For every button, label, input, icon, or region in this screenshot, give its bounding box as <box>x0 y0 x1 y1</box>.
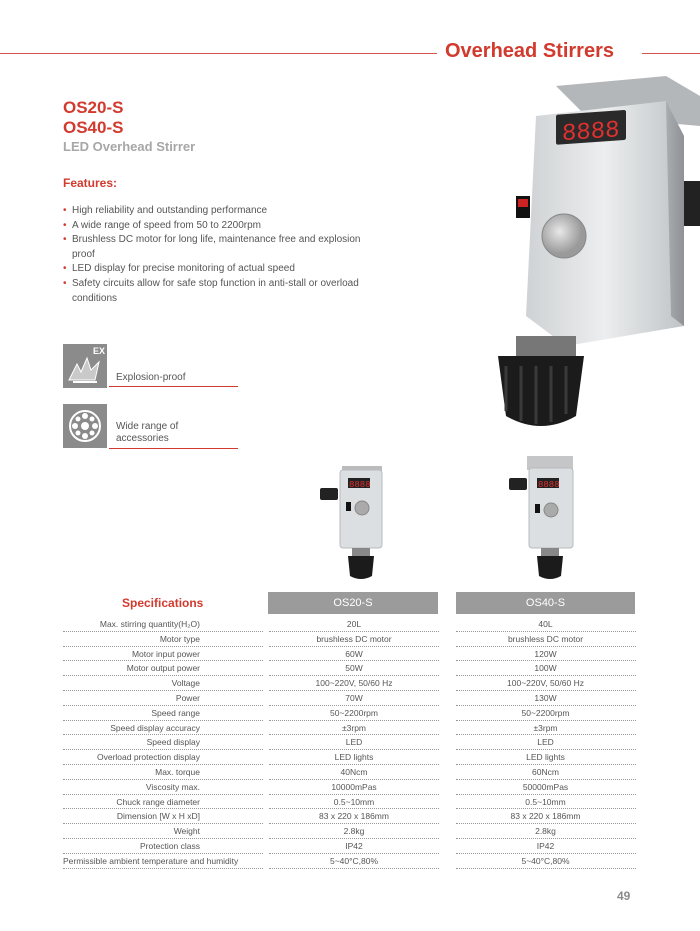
spec-value-os40: 130W <box>534 693 557 703</box>
spec-value-os40: 120W <box>534 648 557 659</box>
spec-row <box>63 765 636 780</box>
spec-row <box>63 824 636 839</box>
spec-row <box>63 691 636 706</box>
spec-row <box>63 809 636 824</box>
stirrer-large-image <box>466 76 700 436</box>
spec-value-os20: ±3rpm <box>341 722 367 733</box>
os20-display-digits: 8888 <box>349 480 371 490</box>
stirrer-os40-image <box>507 456 577 582</box>
spec-row <box>63 617 636 632</box>
explosion-proof-label: Explosion-proof <box>116 372 186 383</box>
accessories-icon <box>63 404 107 448</box>
spec-value-os20: 50W <box>345 663 363 674</box>
row-divider <box>269 868 439 869</box>
spec-value-os40: LED <box>537 737 554 748</box>
spec-label: Motor output power <box>126 663 200 674</box>
spec-value-os20: 100~220V, 50/60 Hz <box>315 678 393 689</box>
spec-label: Voltage <box>171 678 200 689</box>
spec-value-os40: 100~220V, 50/60 Hz <box>507 678 584 689</box>
spec-row <box>63 839 636 854</box>
spec-value-os40: 83 x 220 x 186mm <box>510 811 581 822</box>
column-header-os40: OS40-S <box>456 592 635 614</box>
spec-label: Weight <box>173 826 200 837</box>
spec-row <box>63 750 636 765</box>
stirrer-os20-image <box>318 462 388 582</box>
spec-row <box>63 632 636 647</box>
spec-value-os20: 50~2200rpm <box>330 707 378 718</box>
row-divider <box>63 868 263 869</box>
spec-label: Overload protection display <box>96 752 200 763</box>
spec-value-os20: 40Ncm <box>340 767 368 777</box>
specifications-heading: Specifications <box>122 596 204 610</box>
spec-value-os40: 40L <box>538 619 553 629</box>
spec-value-os40: brushless DC motor <box>507 633 584 644</box>
model-name-os20: OS20-S <box>63 98 124 117</box>
spec-value-os40: IP42 <box>536 841 555 851</box>
product-subtitle: LED Overhead Stirrer <box>63 139 196 154</box>
feature-item: • LED display for precise monitoring of actual speed <box>63 262 363 277</box>
spec-value-os40: 100W <box>534 663 557 674</box>
spec-label: Motor input power <box>131 648 200 659</box>
spec-row <box>63 795 636 810</box>
header-rule-right <box>642 53 700 54</box>
header-rule-left <box>0 53 437 54</box>
spec-label: Max. torque <box>155 767 200 777</box>
spec-row <box>63 780 636 795</box>
spec-row <box>63 854 636 869</box>
model-name-os40: OS40-S <box>63 118 124 137</box>
large-display-digits: 8888 <box>562 117 620 149</box>
spec-value-os20: brushless DC motor <box>316 633 392 644</box>
spec-row <box>63 661 636 676</box>
spec-value-os40: 50000mPas <box>522 781 569 792</box>
feature-item: • A wide range of speed from 50 to 2200rpm <box>63 219 363 234</box>
spec-label: Motor type <box>159 633 200 644</box>
spec-value-os40: 50~2200rpm <box>521 707 570 718</box>
spec-row <box>63 647 636 662</box>
spec-label: Power <box>175 693 200 703</box>
spec-value-os40: 0.5~10mm <box>525 796 566 807</box>
features-list <box>63 204 363 306</box>
spec-value-os20: 83 x 220 x 186mm <box>319 811 389 822</box>
feature-item: • Brushless DC motor for long life, maintenance free and explosion proof <box>63 233 363 262</box>
spec-label: Permissible ambient temperature and humidity <box>63 855 239 866</box>
spec-value-os20: 20L <box>346 619 362 629</box>
accessories-label: Wide range of accessories <box>116 421 179 444</box>
spec-row <box>63 721 636 736</box>
spec-value-os20: 2.8kg <box>343 826 365 837</box>
spec-row <box>63 706 636 721</box>
spec-value-os40: LED lights <box>526 752 565 763</box>
spec-value-os20: LED lights <box>334 752 374 763</box>
column-header-os20: OS20-S <box>268 592 438 614</box>
spec-label: Speed range <box>151 707 200 718</box>
spec-label: Speed display accuracy <box>110 722 200 733</box>
os40-display-digits: 8888 <box>538 480 560 490</box>
features-heading: Features: <box>63 176 118 190</box>
spec-label: Chuck range diameter <box>116 796 200 807</box>
spec-value-os40: 2.8kg <box>535 826 556 837</box>
spec-value-os20: 5~40°C,80% <box>329 855 379 866</box>
spec-label: Viscosity max. <box>145 781 200 792</box>
spec-row <box>63 676 636 691</box>
spec-row <box>63 735 636 750</box>
spec-value-os40: ±3rpm <box>533 722 558 733</box>
feature-item: • Safety circuits allow for safe stop function in anti-stall or overload conditions <box>63 277 363 306</box>
explosion-proof-underline <box>109 386 238 387</box>
spec-label: Dimension [W x H xD] <box>116 811 200 822</box>
page-number: 49 <box>617 889 631 903</box>
spec-value-os20: LED <box>345 737 363 748</box>
spec-label: Speed display <box>146 737 200 748</box>
feature-item: • High reliability and outstanding performance <box>63 204 363 219</box>
spec-value-os20: 60W <box>345 648 363 659</box>
spec-value-os20: 10000mPas <box>331 781 377 792</box>
ex-badge-text: EX <box>93 346 106 356</box>
spec-label: Max. stirring quantity(H₂O) <box>99 619 200 629</box>
accessories-underline <box>109 448 238 449</box>
spec-value-os40: 60Ncm <box>532 767 559 777</box>
page-title: Overhead Stirrers <box>445 40 614 62</box>
spec-value-os20: 70W <box>345 693 363 703</box>
spec-value-os20: IP42 <box>345 841 363 851</box>
spec-value-os20: 0.5~10mm <box>333 796 375 807</box>
explosion-proof-icon <box>63 344 107 388</box>
spec-label: Protection class <box>140 841 200 851</box>
row-divider <box>456 868 636 869</box>
spec-value-os40: 5~40°C,80% <box>521 855 570 866</box>
